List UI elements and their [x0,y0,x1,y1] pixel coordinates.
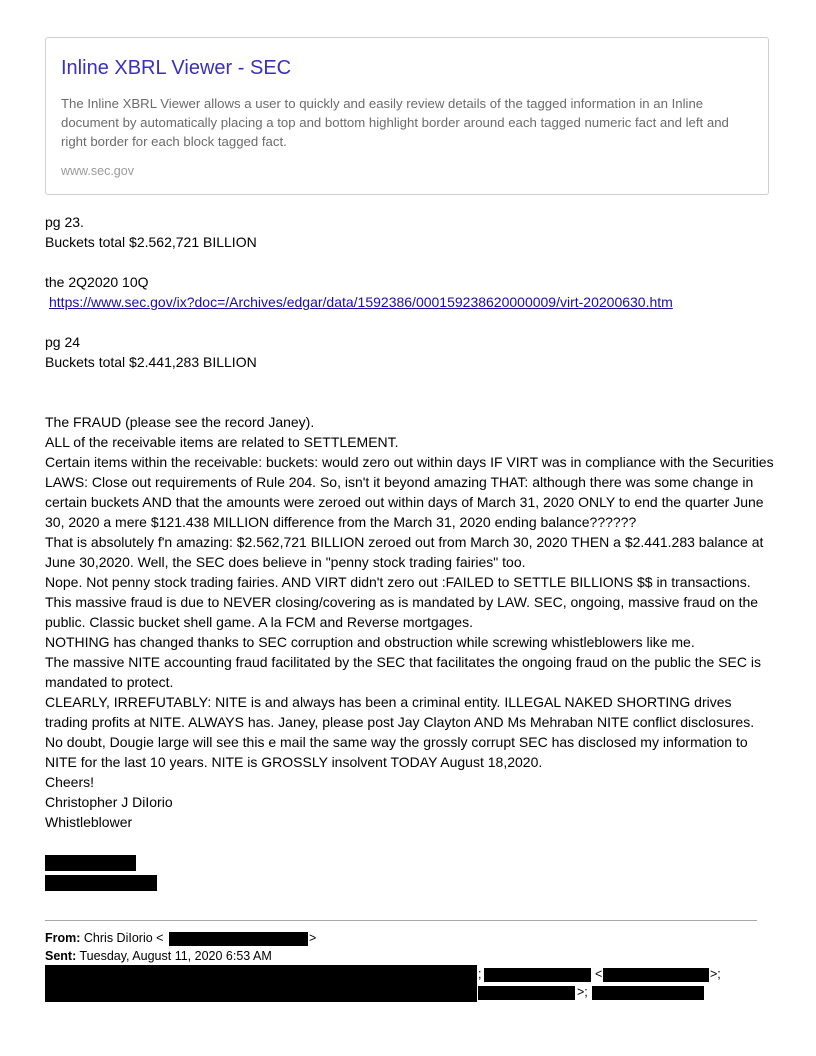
redacted-recipient [592,986,704,1000]
buckets-total-1: Buckets total $2.562,721 BILLION [45,234,257,250]
separator: < [595,967,603,981]
redacted-block [45,855,136,871]
preview-description: The Inline XBRL Viewer allows a user to quickly and easily review details of the tagged information in an Inline document by automatically placing a top and bottom highlight border around each tagged numeric fact and left and right border for each block tagged fact. [61,96,729,149]
buckets-total-2: Buckets total $2.441,283 BILLION [45,354,257,370]
signature-name: Christopher J DiIorio [45,794,173,810]
email-body [45,412,775,832]
body-paragraph: That is absolutely f'n amazing: $2.562,721 BILLION zeroed out from March 30, 2020 THEN a $2.441.283 balance at June 30,2020. Well, the SEC does believe in "penny stock trading fairies" too. [45,534,764,570]
sent-line [45,948,272,965]
redacted-recipients [45,965,477,1002]
redacted-recipient [484,968,591,982]
redacted-email [169,932,308,946]
redacted-recipient [478,986,575,1000]
redacted-block [45,875,157,891]
redacted-recipient [603,968,709,982]
body-paragraph: Nope. Not penny stock trading fairies. AND VIRT didn't zero out :FAILED to SETTLE BILLIONS $$ in transactions. This massive fraud is due to NEVER closing/covering as is mandated by LAW. SEC, ongoing, massive fraud on the public. Classic bucket shell game. A la FCM and Reverse mortgages. [45,574,759,630]
sign-off: Cheers! [45,774,95,790]
from-close: > [309,931,317,945]
sent-value: Tuesday, August 11, 2020 6:53 AM [79,949,272,963]
body-paragraph: The massive NITE accounting fraud facilitated by the SEC that facilitates the ongoing fraud on the public the SEC is mandated to protect. [45,654,761,690]
email-divider [45,920,757,921]
body-paragraph: ALL of the receivable items are related to SETTLEMENT. [45,434,399,450]
separator: ; [478,967,482,981]
from-value: Chris DiIorio < [83,931,164,945]
page-ref-23: pg 23. [45,214,84,230]
body-paragraph: Certain items within the receivable: buckets: would zero out within days IF VIRT was in compliance with the Securities LAWS: Close out requirements of Rule 204. So, isn't it beyond amazing THAT: although there was some change in certain buckets AND that the amounts were zeroed out within days of March 31, 2020 ONLY to end the quarter June 30, 2020 a mere $121.438 MILLION difference from the March 31, 2020 ending balance?????? [45,454,774,530]
filing-heading: the 2Q2020 10Q [45,274,149,290]
body-paragraph: CLEARLY, IRREFUTABLY: NITE is and always has been a criminal entity. ILLEGAL NAKED SHORTING drives trading profits at NITE. ALWAYS has. Janey, please post Jay Clayton AND Ms Mehraban NITE conflict disclosures. No doubt, Dougie large will see this e mail the same way the grossly corrupt SEC has disclosed my information to NITE for the last 10 years. NITE is GROSSLY insolvent TODAY August 18,2020. [45,694,755,770]
from-line [45,930,163,947]
body-paragraph: The FRAUD (please see the record Janey). [45,414,315,430]
filing-link-line [49,292,784,312]
page-ref-24: pg 24 [45,334,81,350]
signature-title: Whistleblower [45,814,133,830]
preview-domain: www.sec.gov [61,164,134,178]
preview-title[interactable]: Inline XBRL Viewer - SEC [61,57,292,79]
from-label: From: [45,931,81,945]
separator: >; [710,967,721,981]
filing-link[interactable]: https://www.sec.gov/ix?doc=/Archives/edgar/data/1592386/000159238620000009/virt-20200630.htm [49,294,673,310]
separator: >; [577,985,588,999]
body-paragraph: NOTHING has changed thanks to SEC corruption and obstruction while screwing whistleblowers like me. [45,634,695,650]
link-preview-card[interactable] [45,37,769,195]
sent-label: Sent: [45,949,77,963]
